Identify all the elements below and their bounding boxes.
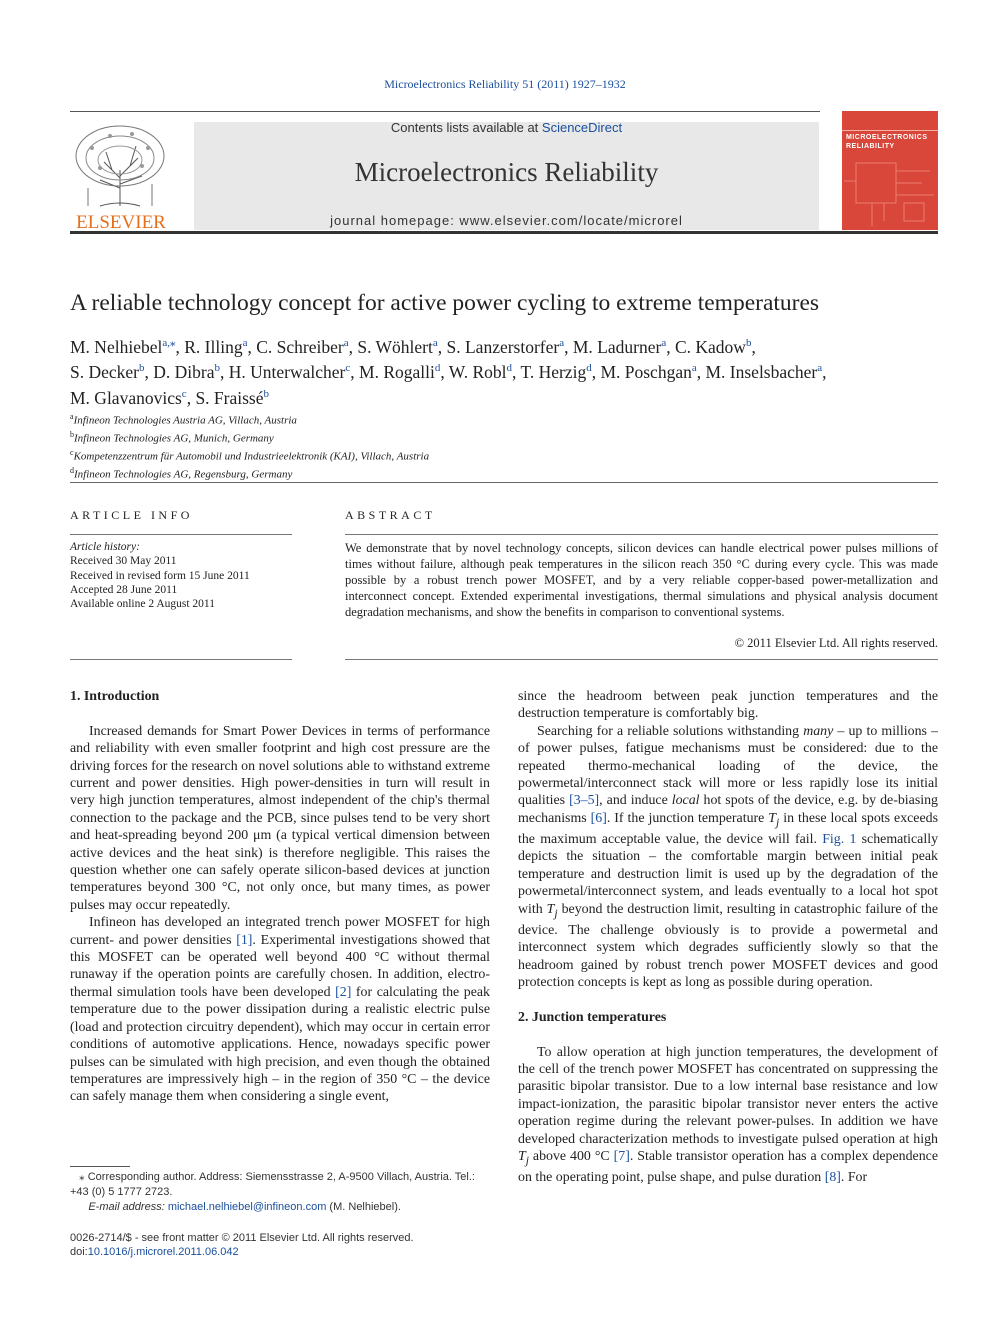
text-run: . For: [840, 1170, 868, 1186]
affiliation-key: c: [70, 448, 74, 458]
author-affiliation-marker[interactable]: b: [139, 362, 145, 375]
doi-line: [70, 1245, 490, 1259]
symbol-t: T: [768, 810, 777, 826]
text-run: – up to millions – of power pulses, fatigue mechanisms must be considered: due to the repeated thermo-mechanical loading of the device, the powermetal/interconnect stack will more or less rapidly lose its initial qualities: [518, 723, 938, 809]
cover-circuit-icon: [842, 111, 938, 230]
email-line: [70, 1200, 490, 1215]
affiliation-text: Infineon Technologies Austria AG, Villach, Austria: [73, 414, 297, 427]
author-name[interactable]: M. Nelhiebel: [70, 336, 163, 357]
footnote-star: ⁎: [79, 1171, 85, 1183]
reference-link-3-5[interactable]: [3–5]: [569, 793, 600, 809]
author-separator: ,: [175, 336, 185, 357]
history-accepted: Accepted 28 June 2011: [70, 583, 178, 596]
author-name[interactable]: S. Decker: [70, 362, 140, 383]
email-label: E-mail address:: [88, 1201, 165, 1213]
reference-link-7[interactable]: [7]: [613, 1149, 630, 1165]
text-run: . If the junction temperature: [606, 810, 769, 826]
author-name[interactable]: S. Lanzerstorfer: [446, 336, 560, 357]
article-title: A reliable technology concept for active power cycling to extreme temperatures: [70, 290, 820, 316]
figure-link-1[interactable]: Fig. 1: [822, 832, 857, 848]
text-run: , and induce: [599, 793, 672, 809]
text-run: beyond the destruction limit, resulting in catastrophic failure of the device. The challenge obviously is to provide a powermetal and interconnect system which degrades sufficiently slowly so that the headroom gained by robust trench power MOSFET devices and good protection concepts is kept as long as possible during operation.: [518, 901, 938, 991]
author-separator: ,: [666, 336, 675, 357]
author-separator: ,: [696, 362, 706, 383]
author-name[interactable]: M. Rogalli: [359, 362, 435, 383]
author-separator: ,: [440, 362, 449, 383]
emphasis-local: local: [671, 793, 700, 809]
affiliation-item: [70, 410, 770, 428]
cover-title-line2: RELIABILITY: [846, 143, 895, 150]
author-affiliation-marker[interactable]: a: [343, 337, 349, 349]
history-label: Article history:: [70, 541, 140, 553]
article-history: [70, 540, 292, 611]
author-separator: ,: [591, 362, 601, 383]
reference-link-2[interactable]: [2]: [335, 984, 352, 1000]
affiliation-text: Infineon Technologies AG, Munich, Germany: [74, 432, 274, 445]
svg-text:ELSEVIER: ELSEVIER: [76, 212, 166, 232]
author-affiliation-marker[interactable]: a: [432, 337, 438, 349]
reference-link-8[interactable]: [8]: [824, 1170, 841, 1186]
reference-link-1[interactable]: [1]: [236, 932, 253, 948]
author-separator: ,: [186, 387, 196, 408]
symbol-t: T: [546, 901, 555, 917]
author-name[interactable]: S. Wöhlert: [357, 336, 433, 357]
symbol-tj: [546, 901, 558, 920]
author-affiliation-marker[interactable]: a: [661, 337, 667, 349]
affiliation-item: [70, 428, 770, 446]
author-affiliation-marker[interactable]: d: [434, 362, 441, 375]
history-received: Received 30 May 2011: [70, 555, 177, 568]
affiliation-key: a: [70, 412, 74, 421]
history-online: Available online 2 August 2011: [70, 598, 216, 611]
symbol-t: T: [518, 1149, 526, 1165]
author-name[interactable]: W. Robl: [448, 362, 507, 383]
doi-label: doi:: [70, 1246, 88, 1258]
text-run: above 400 °C: [528, 1149, 614, 1165]
doi-link[interactable]: 10.1016/j.microrel.2011.06.042: [87, 1246, 239, 1258]
corresponding-author-footnote: [70, 1170, 490, 1215]
author-separator: ,: [822, 362, 827, 383]
author-affiliation-marker[interactable]: b: [745, 337, 752, 349]
author-separator: ,: [512, 362, 521, 383]
author-separator: ,: [350, 362, 360, 383]
author-separator: ,: [247, 336, 257, 357]
text-run: Infineon has developed an integrated trench power MOSFET for high current- and power densities: [70, 915, 490, 948]
body-column-right: [518, 688, 938, 1187]
text-run: . Stable transistor operation has a complex dependence on the operating point, pulse shape, and pulse duration: [518, 1149, 938, 1186]
contents-prefix: Contents lists available at: [390, 120, 542, 135]
intro-paragraph-2: [70, 914, 490, 1105]
author-affiliation-marker[interactable]: c: [181, 387, 187, 400]
symbol-tj: [518, 1149, 529, 1167]
abstract-rule-bottom: [345, 659, 938, 660]
abstract-text: We demonstrate that by novel technology concepts, silicon devices can handle electrical power pulses millions of times without failure, although peak temperatures in the silicon reach 350 °C during every cycle. This was made possible by a robust trench power MOSFET, and by a very reliable copper-based power-metallization and interconnect concept. Extended experimental investigations, thermal simulations and physical analysis document degradation mechanisms, and show the benefits in comparison to conventional systems.: [345, 541, 938, 619]
author-affiliation-marker[interactable]: d: [586, 362, 592, 375]
journal-citation[interactable]: Microelectronics Reliability 51 (2011) 1927–1932: [384, 77, 626, 91]
emphasis-many: many: [803, 723, 834, 739]
author-affiliation-marker[interactable]: d: [506, 362, 512, 375]
text-run: hot spots of the device, e.g. by de-biasing mechanisms: [518, 793, 938, 826]
author-name[interactable]: T. Herzig: [520, 362, 587, 383]
affiliation-item: [70, 464, 770, 482]
author-affiliation-marker[interactable]: c: [345, 362, 351, 375]
journal-homepage[interactable]: journal homepage: www.elsevier.com/locate/microrel: [330, 213, 683, 228]
author-separator: ,: [144, 362, 154, 383]
author-name[interactable]: R. Illing: [184, 336, 243, 357]
affiliation-text: Kompetenzzentrum für Automobil und Industrieelektronik (KAI), Villach, Austria: [73, 450, 430, 463]
email-suffix: (M. Nelhiebel).: [326, 1201, 401, 1213]
text-run: . Experimental investigations showed that this MOSFET can be operated well beyond 400 °C without thermal runaway if the operation points are carefully chosen. In addition, electro-thermal simulation tools have been developed: [70, 932, 490, 1000]
author-name[interactable]: D. Dibra: [153, 362, 215, 383]
abstract-rule-top: [345, 534, 938, 535]
text-run: schematically depicts the situation – the comfortable margin between initial peak temperature and destruction limit is used up by the degradation of the powermetal/interconnect system, and leads eventually to a local hot spot with: [518, 832, 939, 917]
author-separator: ,: [564, 336, 573, 357]
author-name[interactable]: M. Inselsbacher: [705, 362, 818, 383]
author-name[interactable]: M. Poschgan: [600, 362, 692, 383]
elsevier-tree-icon: [70, 118, 172, 232]
contents-line: [194, 120, 819, 135]
affiliation-item: [70, 446, 770, 464]
journal-cover-thumbnail[interactable]: [842, 111, 938, 230]
author-affiliation-marker[interactable]: a: [691, 362, 697, 375]
reference-link-6[interactable]: [6]: [590, 810, 607, 826]
issn-line: 0026-2714/$ - see front matter © 2011 Elsevier Ltd. All rights reserved.: [70, 1232, 414, 1244]
symbol-tj: [768, 810, 780, 829]
intro-paragraph-2-cont: since the headroom between peak junction temperatures and the destruction temperature is comfortably big.: [518, 689, 938, 722]
author-separator: ,: [348, 336, 358, 357]
text-run: Searching for a reliable solutions withstanding: [537, 723, 804, 739]
body-column-left: [70, 688, 490, 1106]
author-affiliation-marker[interactable]: a: [817, 362, 823, 375]
author-name[interactable]: S. Fraissé: [195, 387, 264, 408]
author-affiliation-marker[interactable]: a: [559, 337, 565, 349]
text-run: To allow operation at high junction temperatures, the development of the cell of the trench power MOSFET has concentrated on suppressing the parasitic bipolar transistor. Due to a low internal base resistance and low impact-ionization, the parasitic bipolar transistor never enters the active operation regime during the relevant power-pulses. In addition we have developed characterization methods to investigate pulsed operation at high: [518, 1044, 938, 1147]
header-rule: [70, 111, 820, 112]
elsevier-logo: [70, 118, 172, 232]
footnote-rule: [70, 1166, 130, 1167]
article-info-heading: ARTICLE INFO: [70, 508, 193, 522]
symbol-j: j: [776, 815, 780, 829]
symbol-j: j: [554, 906, 558, 920]
section-heading-introduction: 1. Introduction: [70, 689, 160, 704]
affiliation-list: [70, 410, 770, 483]
author-name[interactable]: M. Glavanovics: [70, 387, 182, 408]
journal-name: Microelectronics Reliability: [354, 157, 659, 187]
intro-paragraph-1: Increased demands for Smart Power Devices in terms of performance and reliability with even smaller footprint and high cost pressure are the driving forces for the research on novel solutions able to withstand extreme current and power densities. High power-densities in turn will result in very high junction temperatures, almost independent of the chip's thermal connection to the package and the PCB, since pulses tend to be very short and heat-spreading beyond 200 μm (a typical vertical dimension between active devices and the heat sink) is therefore negligible. This raises the question whether one can safely operate silicon-based devices at junction temperatures beyond 300 °C, not only once, but many times, as power pulses may occur repeatedly.: [70, 723, 490, 913]
author-name[interactable]: C. Schreiber: [256, 336, 344, 357]
article-info-rule-bottom: [70, 659, 292, 660]
article-info-rule-top: [70, 534, 292, 535]
author-separator: ,: [751, 336, 756, 357]
author-separator: ,: [220, 362, 229, 383]
email-link[interactable]: michael.nelhiebel@infineon.com: [167, 1201, 327, 1213]
text-run: for calculating the peak temperature due to the power dissipation during a realistic electric pulse (load and protection circuitry dependent), which may occur in certain error conditions of automotive applications. Hence, nowadays specific power pulses can be simulated with high precision, and even though the obtained temperatures are impressively high – in the region of 350 °C – the device can safely manage them when considering a single event,: [70, 984, 490, 1105]
junction-paragraph-1: [518, 1044, 938, 1187]
author-affiliation-marker[interactable]: b: [214, 362, 220, 375]
author-name[interactable]: H. Unterwalcher: [228, 362, 346, 383]
corresponding-author-note: [70, 1170, 490, 1200]
page-footer: [70, 1231, 490, 1259]
header-thick-rule: [70, 231, 938, 234]
author-name[interactable]: C. Kadow: [674, 336, 746, 357]
cover-title-line1: MICROELECTRONICS: [846, 134, 928, 141]
author-separator: ,: [437, 336, 447, 357]
title-rule: [70, 482, 938, 483]
author-affiliation-marker[interactable]: a,⁎: [162, 337, 176, 349]
intro-paragraph-3: [518, 723, 938, 992]
affiliation-key: b: [70, 430, 74, 440]
abstract-rights: © 2011 Elsevier Ltd. All rights reserved.: [734, 636, 938, 650]
author-name[interactable]: M. Ladurner: [572, 336, 662, 357]
author-list: [70, 333, 950, 409]
author-affiliation-marker[interactable]: b: [263, 387, 269, 400]
section-heading-junction-temperatures: 2. Junction temperatures: [518, 1009, 667, 1025]
affiliation-text: Infineon Technologies AG, Regensburg, Germany: [74, 469, 293, 482]
history-revised: Received in revised form 15 June 2011: [70, 569, 250, 582]
text-run: in these local spots exceeds the maximum acceptable value, the device will fail.: [518, 810, 938, 848]
sciencedirect-link[interactable]: ScienceDirect: [541, 120, 623, 135]
author-affiliation-marker[interactable]: a: [242, 337, 248, 349]
affiliation-key: d: [70, 466, 74, 476]
abstract-heading: ABSTRACT: [345, 508, 436, 522]
footnote-text: Corresponding author. Address: Siemensstrasse 2, A-9500 Villach, Austria. Tel.: +43 (0) 5 1777 2723.: [70, 1171, 475, 1198]
symbol-j: j: [525, 1153, 529, 1167]
